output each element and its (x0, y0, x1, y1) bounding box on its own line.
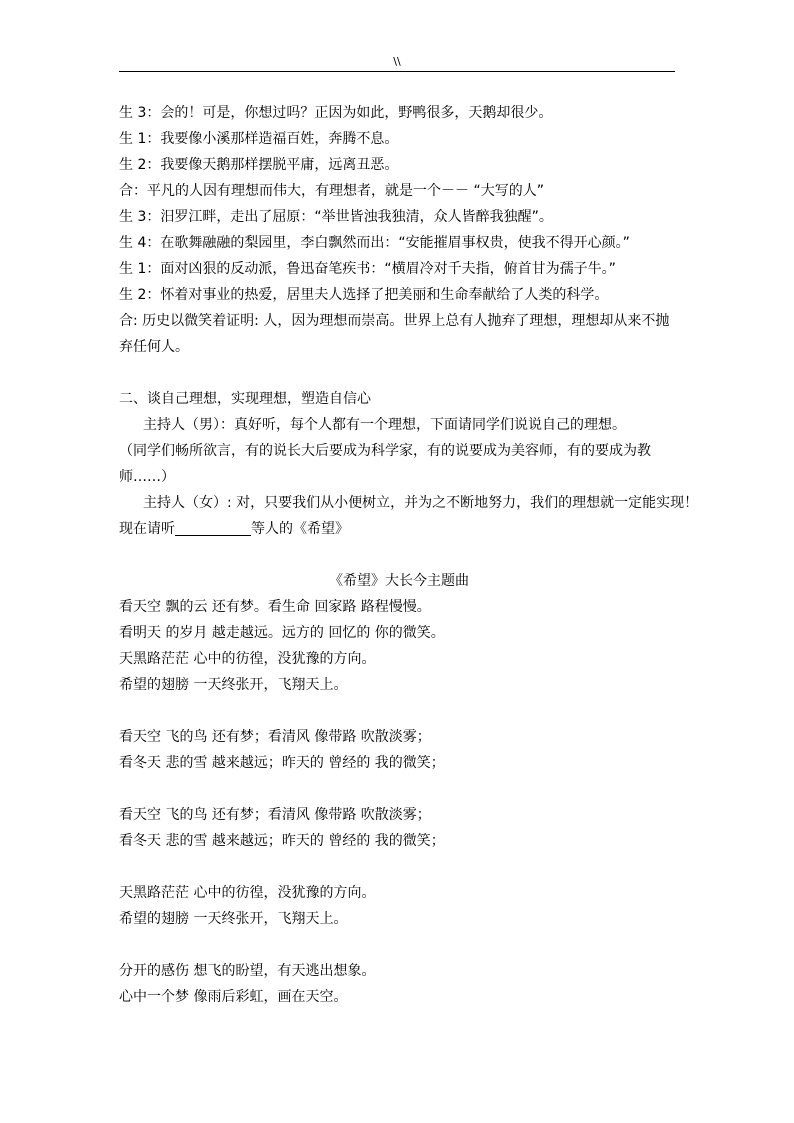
document-body (119, 100, 699, 1010)
header-mark: \\ (393, 55, 401, 68)
host-female-line: 主持人（女）: 对，只要我们从小便树立，并为之不断地努力，我们的理想就一定能实现！ (143, 495, 699, 511)
lyric-line: 看天空 飞的鸟 还有梦；看清风 像带路 吹散淡雾； (119, 729, 431, 745)
invite-line (119, 516, 679, 542)
song-title: 《希望》大长今主题曲 (329, 573, 469, 589)
dialogue-line: 生 4：在歌舞融融的梨园里，李白飘然而出：“安能摧眉事权贵，使我不得开心颜。” (119, 235, 630, 251)
invite-before: 现在请听 (119, 521, 175, 537)
lyric-line: 天黑路茫茫 心中的彷徨，没犹豫的方向。 (119, 651, 376, 667)
lyric-line: 希望的翅膀 一天终张开，飞翔天上。 (119, 911, 348, 927)
lyric-line: 看冬天 悲的雪 越来越远；昨天的 曾经的 我的微笑； (119, 755, 445, 771)
dialogue-line: 生 1：我要像小溪那样造福百姓，奔腾不息。 (119, 131, 399, 147)
lyric-line: 心中一个梦 像雨后彩虹，画在天空。 (119, 989, 348, 1005)
chorus-closing: 合: 历史以微笑着证明: 人，因为理想而崇高。世界上总有人抛弃了理想，理想却从来不抛弃任何人。 (119, 313, 670, 355)
header-rule (119, 71, 675, 72)
dialogue-line: 生 2：怀着对事业的热爱，居里夫人选择了把美丽和生命奉献给了人类的科学。 (119, 287, 609, 303)
lyric-line: 分开的感伤 想飞的盼望，有天逃出想象。 (119, 963, 376, 979)
lyric-line: 希望的翅膀 一天终张开，飞翔天上。 (119, 677, 348, 693)
dialogue-line: 合：平凡的人因有理想而伟大，有理想者，就是一个－－ “大写的人” (119, 183, 544, 199)
fill-in-blank (175, 521, 251, 536)
host-male-line: 主持人（男）：真好听，每个人都有一个理想，下面请同学们说说自己的理想。 (143, 417, 626, 433)
dialogue-line: 生 3：会的！可是，你想过吗？正因为如此，野鸭很多，天鹅却很少。 (119, 105, 553, 121)
stage-note: （同学们畅所欲言，有的说长大后要成为科学家，有的说要成为美容师，有的要成为教师……） (119, 443, 651, 485)
section-heading: 二、谈自己理想，实现理想，塑造自信心 (119, 391, 371, 407)
lyric-line: 看天空 飘的云 还有梦。看生命 回家路 路程慢慢。 (119, 599, 431, 615)
dialogue-line: 生 1：面对凶狠的反动派，鲁迅奋笔疾书：“横眉冷对千夫指，俯首甘为孺子牛。” (119, 261, 616, 277)
invite-after: 等人的《希望》 (251, 521, 349, 537)
dialogue-line: 生 3：汨罗江畔，走出了屈原：“举世皆浊我独清，众人皆醉我独醒”。 (119, 209, 553, 225)
lyric-line: 看冬天 悲的雪 越来越远；昨天的 曾经的 我的微笑； (119, 833, 445, 849)
dialogue-line: 生 2：我要像天鹅那样摆脱平庸，远离丑恶。 (119, 157, 399, 173)
lyric-line: 看天空 飞的鸟 还有梦；看清风 像带路 吹散淡雾； (119, 807, 431, 823)
lyric-line: 看明天 的岁月 越走越远。远方的 回忆的 你的微笑。 (119, 625, 445, 641)
lyric-line: 天黑路茫茫 心中的彷徨，没犹豫的方向。 (119, 885, 376, 901)
